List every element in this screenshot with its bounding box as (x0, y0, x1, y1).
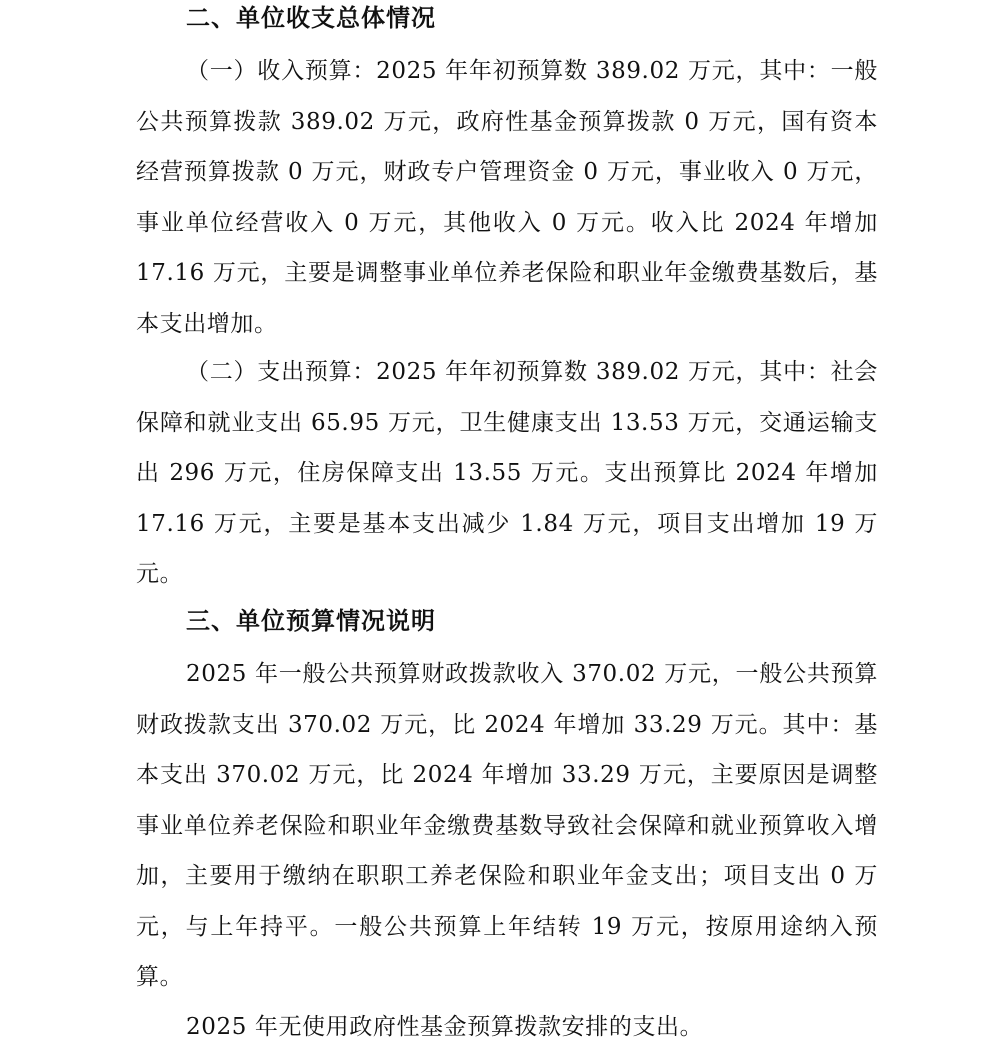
expense-budget-label: （二）支出预算： (186, 359, 377, 385)
income-budget-paragraph (136, 46, 878, 349)
income-budget-text: 2025 年年初预算数 389.02 万元，其中：一般公共预算拨款 389.02 万元，政府性基金预算拨款 0 万元，国有资本经营预算拨款 0 万元，财政专户管理资金 0 万元，事业收入 0 万元，事业单位经营收入 0 万元，其他收入 0 万元。收入比 2024 年增加 17.16 万元，主要是调整事业单位养老保险和职业年金缴费基数后，基本支出增加。 (136, 58, 878, 337)
income-budget-label: （一）收入预算： (186, 58, 377, 84)
section-heading-budget-explanation: 三、单位预算情况说明 (186, 607, 436, 635)
budget-explanation-paragraph: 2025 年一般公共预算财政拨款收入 370.02 万元，一般公共预算财政拨款支出 370.02 万元，比 2024 年增加 33.29 万元。其中：基本支出 370.02 万元，比 2024 年增加 33.29 万元，主要原因是调整事业单位养老保险和职业年金缴费基数导致社会保障和就业预算收入增加，主要用于缴纳在职职工养老保险和职业年金支出；项目支出 0 万元，与上年持平。一般公共预算上年结转 19 万元，按原用途纳入预算。 (136, 661, 878, 990)
section-heading-income-expense: 二、单位收支总体情况 (186, 4, 436, 32)
government-fund-paragraph: 2025 年无使用政府性基金预算拨款安排的支出。 (186, 1014, 704, 1040)
expense-budget-paragraph (136, 347, 878, 600)
expense-budget-text: 2025 年年初预算数 389.02 万元，其中：社会保障和就业支出 65.95 万元，卫生健康支出 13.53 万元，交通运输支出 296 万元，住房保障支出 13.55 万元。支出预算比 2024 年增加 17.16 万元，主要是基本支出减少 1.84 万元，项目支出增加 19 万元。 (136, 359, 878, 587)
